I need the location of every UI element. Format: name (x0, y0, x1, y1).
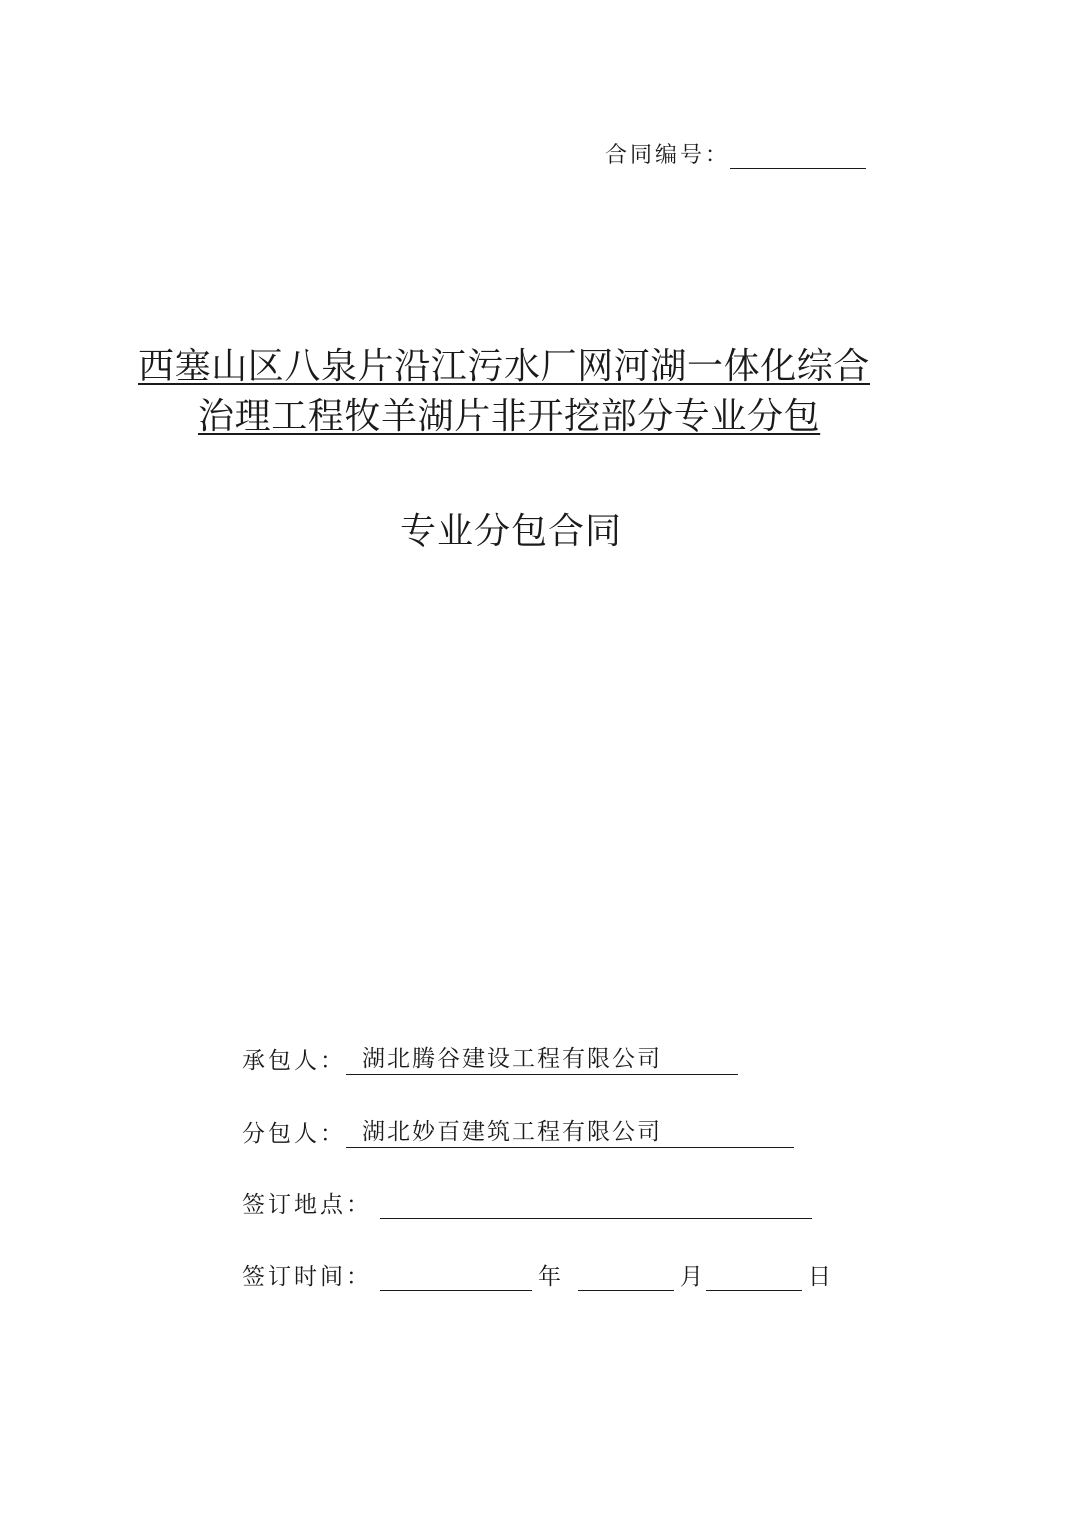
subcontractor-label: 分包人： (242, 1121, 346, 1147)
subcontractor-value: 湖北妙百建筑工程有限公司 (346, 1118, 794, 1148)
year-unit: 年 (538, 1264, 564, 1290)
contractor-label: 承包人： (242, 1048, 346, 1074)
project-title-line-1: 西塞山区八泉片沿江污水厂网河湖一体化综合 (138, 346, 871, 387)
contract-number-blank (730, 142, 866, 169)
signing-place-label: 签订地点： (242, 1192, 372, 1218)
contract-number (605, 138, 866, 169)
contract-number-label: 合同编号： (605, 143, 731, 168)
contract-type-title: 专业分包合同 (400, 511, 623, 552)
month-blank (578, 1264, 674, 1291)
contractor-row (242, 1042, 738, 1075)
year-blank (380, 1264, 532, 1291)
project-title-line-2: 治理工程牧羊湖片非开挖部分专业分包 (198, 396, 821, 437)
signing-time-row (242, 1258, 840, 1291)
day-unit: 日 (808, 1264, 834, 1290)
subcontractor-row (242, 1115, 794, 1148)
day-blank (706, 1264, 802, 1291)
signing-place-row (242, 1186, 812, 1219)
signing-place-blank (380, 1192, 812, 1219)
month-unit: 月 (680, 1264, 706, 1290)
contractor-value: 湖北腾谷建设工程有限公司 (346, 1045, 738, 1075)
signing-time-label: 签订时间： (242, 1264, 372, 1290)
